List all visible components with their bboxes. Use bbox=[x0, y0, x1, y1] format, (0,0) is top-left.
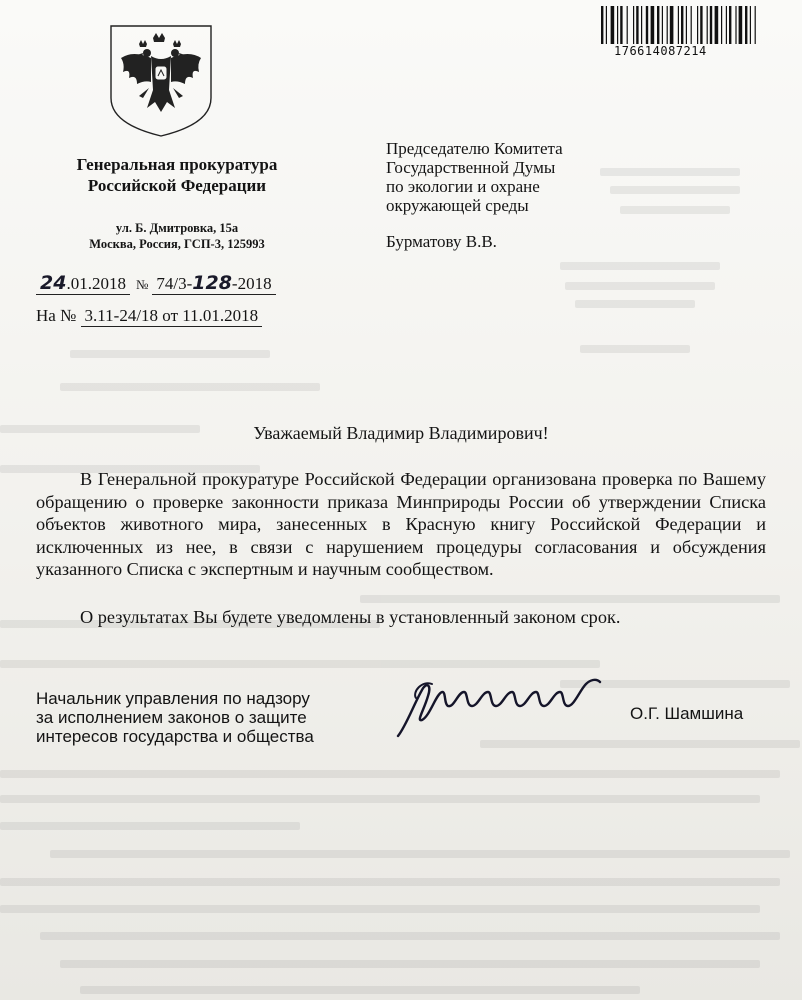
barcode-number: 176614087214 bbox=[614, 44, 707, 58]
number-suffix: -2018 bbox=[231, 274, 272, 293]
number-sign: № bbox=[135, 277, 149, 292]
recipient-line: Председателю Комитета bbox=[386, 139, 563, 158]
outgoing-number bbox=[152, 272, 275, 295]
org-name-line: Генеральная прокуратура bbox=[76, 155, 278, 174]
position-line: за исполнением законов о защите bbox=[36, 708, 307, 727]
sender-address bbox=[30, 220, 324, 252]
handwritten-signature bbox=[392, 670, 606, 742]
address-line: Москва, Россия, ГСП-3, 125993 bbox=[89, 237, 265, 251]
state-emblem-icon bbox=[103, 20, 219, 140]
recipient-name: Бурматову В.В. bbox=[386, 232, 497, 251]
outgoing-date bbox=[36, 272, 130, 295]
sender-organization bbox=[30, 154, 324, 196]
letter-paragraph: В Генеральной прокуратуре Российской Федерации организована проверка по Вашему обращению о проверке законности приказа Минприроды России об утверждении Списка объектов животного мира, занесенных в Красную книгу Российской Федерации и исключенных из нее, в связи с нарушением процедуры согласования и обсуждения указанного Списка с экспертным и научным сообществом. bbox=[36, 469, 766, 579]
address-line: ул. Б. Дмитровка, 15а bbox=[115, 221, 239, 235]
org-name-line: Российской Федерации bbox=[87, 176, 267, 195]
number-prefix: 74/3- bbox=[156, 274, 193, 293]
reply-to-label: На № bbox=[36, 306, 77, 325]
recipient-line: Государственной Думы bbox=[386, 158, 556, 177]
recipient-line: по экологии и охране bbox=[386, 177, 540, 196]
signer-position bbox=[36, 689, 314, 746]
letter-paragraph: О результатах Вы будете уведомлены в установленный законом срок. bbox=[80, 607, 621, 627]
signer-name: О.Г. Шамшина bbox=[630, 704, 744, 723]
recipient-line: окружающей среды bbox=[386, 196, 529, 215]
date-month-year: .01.2018 bbox=[66, 274, 126, 293]
handwritten-number: 128 bbox=[192, 272, 232, 294]
position-line: интересов государства и общества bbox=[36, 727, 314, 746]
position-line: Начальник управления по надзору bbox=[36, 689, 310, 708]
recipient-block bbox=[386, 139, 563, 215]
greeting: Уважаемый Владимир Владимирович! bbox=[253, 423, 549, 443]
reply-to-registration bbox=[36, 306, 262, 327]
reply-to-value: 3.11-24/18 от 11.01.2018 bbox=[81, 306, 263, 327]
handwritten-day: 24 bbox=[40, 272, 67, 294]
outgoing-registration bbox=[36, 272, 276, 295]
